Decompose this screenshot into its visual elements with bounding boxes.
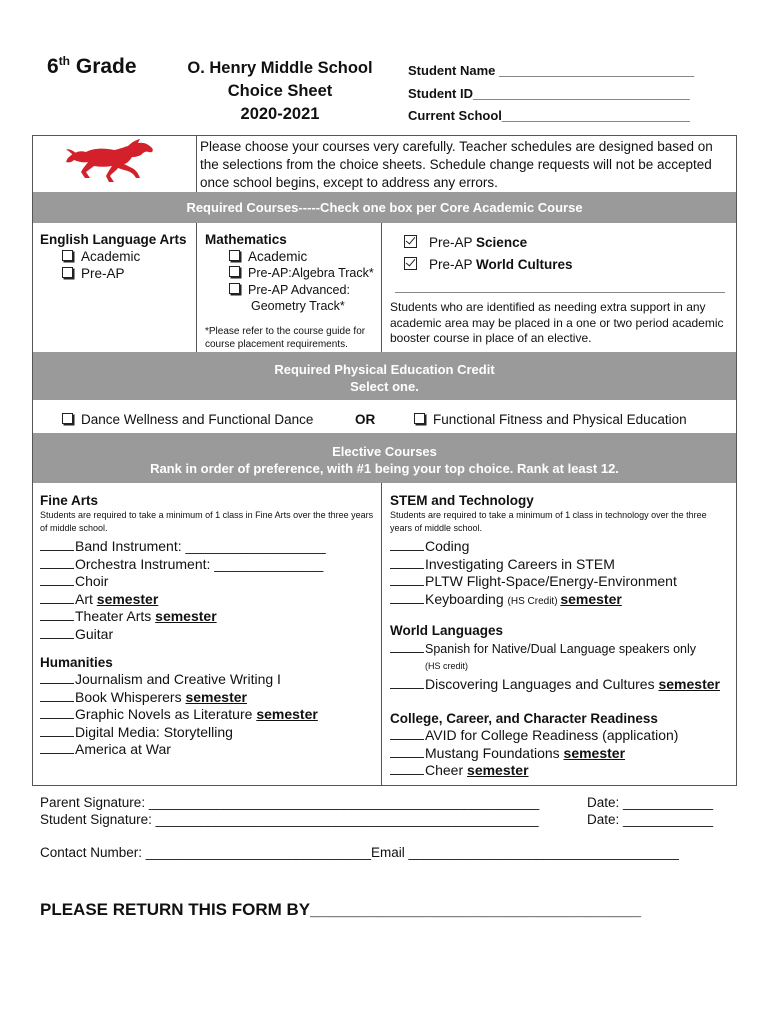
ela-preap-label: Pre-AP xyxy=(81,266,125,281)
rank-blank[interactable] xyxy=(390,677,424,689)
world-cultures-option[interactable] xyxy=(404,256,573,273)
list-item[interactable] xyxy=(40,689,375,707)
rank-blank[interactable] xyxy=(390,641,424,653)
book-whisperers-label: Book Whisperers xyxy=(75,688,186,705)
semester-label: semester xyxy=(96,590,159,607)
col-divider-1 xyxy=(196,223,197,352)
intro-text: Please choose your courses very carefully. Teacher schedules are designed based on the selections from the choice sheets. Schedule change requests will not be accepted once school begins, except to address any errors. xyxy=(200,139,713,190)
rank-blank[interactable] xyxy=(40,574,74,586)
list-item[interactable] xyxy=(40,671,375,689)
required-courses-heading: Required Courses-----Check one box per Core Academic Course xyxy=(186,200,583,215)
rank-blank[interactable] xyxy=(40,627,74,639)
checkbox-icon[interactable] xyxy=(62,250,73,261)
list-item[interactable] xyxy=(390,573,730,591)
spanish-credit: (HS credit) xyxy=(425,660,469,671)
grade-suffix: th xyxy=(58,54,71,68)
ela-title: English Language Arts xyxy=(40,232,187,247)
list-item[interactable] xyxy=(40,741,375,759)
hs-credit-label: (HS Credit) xyxy=(507,595,561,607)
pe-heading: Required Physical Education Credit xyxy=(274,362,495,377)
checkbox-icon[interactable] xyxy=(229,266,240,277)
world-languages-section xyxy=(390,622,730,693)
student-name-field[interactable]: Student Name ___________________________ xyxy=(408,63,695,78)
elective-heading: Elective Courses xyxy=(332,444,437,459)
grade-number: 6 xyxy=(47,55,59,78)
cheer-label: Cheer xyxy=(425,762,468,778)
current-school-field[interactable]: Current School__________________________ xyxy=(408,108,690,123)
grade-word: Grade xyxy=(75,55,137,78)
list-item[interactable] xyxy=(390,591,730,611)
math-section xyxy=(205,231,375,351)
ela-preap-option[interactable] xyxy=(40,265,187,282)
america-at-war-label: America at War xyxy=(75,741,171,757)
rank-blank[interactable] xyxy=(40,742,74,754)
spanish-label: Spanish for Native/Dual Language speakers only xyxy=(425,642,697,656)
math-note: *Please refer to the course guide for course placement requirements. xyxy=(205,325,366,350)
math-title: Mathematics xyxy=(205,232,287,247)
humanities-section xyxy=(40,654,375,759)
science-label: Science xyxy=(476,235,528,250)
checkbox-icon[interactable] xyxy=(229,283,240,294)
checkbox-icon[interactable] xyxy=(229,250,240,261)
ela-academic-label: Academic xyxy=(81,249,141,264)
col-divider-2 xyxy=(381,223,382,352)
support-note: Students who are identified as needing extra support in any academic area may be placed in a one or two period academic booster course in place of an elective. xyxy=(390,300,724,345)
school-year: 2020-2021 xyxy=(240,105,320,123)
student-signature-field[interactable]: Student Signature: ___________________________________________________ xyxy=(40,812,539,827)
grade-heading xyxy=(47,54,137,79)
checked-box-icon[interactable] xyxy=(404,235,417,248)
rank-blank[interactable] xyxy=(40,690,74,702)
list-item[interactable] xyxy=(40,608,375,626)
pltw-label: PLTW Flight-Space/Energy-Environment xyxy=(425,573,677,589)
logo-divider xyxy=(196,135,197,193)
sheet-title: Choice Sheet xyxy=(227,82,333,100)
list-item[interactable] xyxy=(390,538,730,556)
student-info xyxy=(408,60,694,128)
humanities-title: Humanities xyxy=(40,655,113,670)
rank-blank[interactable] xyxy=(40,592,74,604)
list-item[interactable] xyxy=(390,556,730,574)
fine-arts-section xyxy=(40,492,375,643)
list-item[interactable] xyxy=(390,727,730,745)
elective-subheading: Rank in order of preference, with #1 being your top choice. Rank at least 12. xyxy=(150,461,619,476)
pe-band xyxy=(33,352,736,400)
rank-blank[interactable] xyxy=(40,609,74,621)
semester-label: semester xyxy=(658,675,720,692)
student-date-field[interactable]: Date: ____________ xyxy=(587,812,714,827)
math-geometry-option[interactable] xyxy=(205,282,375,299)
checked-box-icon[interactable] xyxy=(404,257,417,270)
band-label: Band Instrument: __________________ xyxy=(75,538,326,554)
pe-fitness-label: Functional Fitness and Physical Education xyxy=(433,412,687,427)
pe-subheading: Select one. xyxy=(350,379,419,394)
list-item[interactable] xyxy=(40,556,375,574)
math-academic-option[interactable] xyxy=(205,248,375,265)
pe-or: OR xyxy=(355,412,376,427)
guitar-label: Guitar xyxy=(75,625,114,642)
list-item[interactable] xyxy=(390,676,730,694)
return-by-field[interactable]: PLEASE RETURN THIS FORM BY___________________________________ xyxy=(40,900,642,919)
semester-label: semester xyxy=(563,744,626,761)
choir-label: Choir xyxy=(75,573,109,589)
graphic-novels-label: Graphic Novels as Literature xyxy=(75,706,257,722)
orchestra-label: Orchestra Instrument: ______________ xyxy=(75,555,324,572)
school-name: O. Henry Middle School xyxy=(187,59,373,77)
elective-divider xyxy=(381,483,382,785)
science-prefix: Pre-AP xyxy=(429,235,473,250)
rank-blank[interactable] xyxy=(390,557,424,569)
semester-label: semester xyxy=(256,706,318,722)
pe-dance-label: Dance Wellness and Functional Dance xyxy=(81,412,314,427)
contact-email-field[interactable]: Contact Number: ______________________________Email ____________________________________ xyxy=(40,845,679,860)
checkbox-icon[interactable] xyxy=(62,267,73,278)
parent-signature-field[interactable]: Parent Signature: ____________________________________________________ xyxy=(40,795,540,810)
coding-label: Coding xyxy=(425,538,470,554)
list-item[interactable] xyxy=(40,706,375,724)
math-geometry-label-2: Geometry Track* xyxy=(251,299,345,313)
stem-careers-label: Investigating Careers in STEM xyxy=(425,555,615,572)
theater-label: Theater Arts xyxy=(75,608,156,624)
semester-label: semester xyxy=(467,762,529,778)
ccc-title: College, Career, and Character Readiness xyxy=(390,711,658,726)
support-divider xyxy=(395,292,725,293)
math-geometry-label: Pre-AP Advanced: xyxy=(248,282,350,297)
fine-arts-title: Fine Arts xyxy=(40,493,99,508)
rank-blank[interactable] xyxy=(40,725,74,737)
rank-blank[interactable] xyxy=(40,539,74,551)
rank-blank[interactable] xyxy=(390,728,424,740)
rank-blank[interactable] xyxy=(40,707,74,719)
list-item[interactable] xyxy=(40,591,375,609)
wc-prefix: Pre-AP xyxy=(429,257,473,272)
math-academic-label: Academic xyxy=(248,249,308,264)
rank-blank[interactable] xyxy=(390,592,424,604)
semester-label: semester xyxy=(560,590,622,607)
required-courses-band xyxy=(33,192,736,223)
stem-section xyxy=(390,492,730,610)
school-title xyxy=(168,57,392,126)
checkbox-icon[interactable] xyxy=(62,413,73,424)
list-item[interactable] xyxy=(390,745,730,763)
mustang-foundations-label: Mustang Foundations xyxy=(425,744,564,761)
rank-blank[interactable] xyxy=(40,557,74,569)
journalism-label: Journalism and Creative Writing I xyxy=(75,671,281,687)
list-item[interactable] xyxy=(40,573,375,591)
stem-note: Students are required to take a minimum of 1 class in technology over the three years of middle school. xyxy=(390,510,707,533)
rank-blank[interactable] xyxy=(40,672,74,684)
list-item[interactable] xyxy=(40,538,375,556)
fine-arts-note: Students are required to take a minimum of 1 class in Fine Arts over the three years of middle school. xyxy=(40,510,374,533)
list-item[interactable] xyxy=(390,762,730,780)
math-algebra-option[interactable] xyxy=(205,265,375,282)
student-id-field[interactable]: Student ID______________________________ xyxy=(408,85,690,101)
parent-date-field[interactable]: Date: ____________ xyxy=(587,795,714,810)
science-option[interactable] xyxy=(404,234,527,251)
digital-media-label: Digital Media: Storytelling xyxy=(75,723,233,740)
rank-blank[interactable] xyxy=(390,539,424,551)
rank-blank[interactable] xyxy=(390,763,424,775)
list-item[interactable] xyxy=(40,626,375,644)
rank-blank[interactable] xyxy=(390,574,424,586)
ccc-section xyxy=(390,710,730,780)
ela-academic-option[interactable] xyxy=(40,248,187,265)
semester-label: semester xyxy=(185,688,247,705)
wc-label: World Cultures xyxy=(476,257,573,272)
art-label: Art xyxy=(75,590,97,607)
list-item[interactable] xyxy=(390,641,730,658)
world-languages-title: World Languages xyxy=(390,623,504,638)
pe-fitness-option[interactable] xyxy=(414,411,687,428)
discovering-languages-label: Discovering Languages and Cultures xyxy=(425,675,659,692)
ela-section xyxy=(40,231,187,282)
mustang-logo-icon xyxy=(66,138,156,189)
stem-title: STEM and Technology xyxy=(390,493,534,508)
keyboarding-label: Keyboarding xyxy=(425,590,508,607)
rank-blank[interactable] xyxy=(390,746,424,758)
math-algebra-label: Pre-AP:Algebra Track* xyxy=(248,266,374,280)
list-item[interactable] xyxy=(40,724,375,742)
avid-label: AVID for College Readiness (application) xyxy=(425,727,679,743)
elective-band xyxy=(33,433,736,483)
pe-dance-option[interactable] xyxy=(62,411,313,428)
checkbox-icon[interactable] xyxy=(414,413,425,424)
semester-label: semester xyxy=(155,608,217,624)
